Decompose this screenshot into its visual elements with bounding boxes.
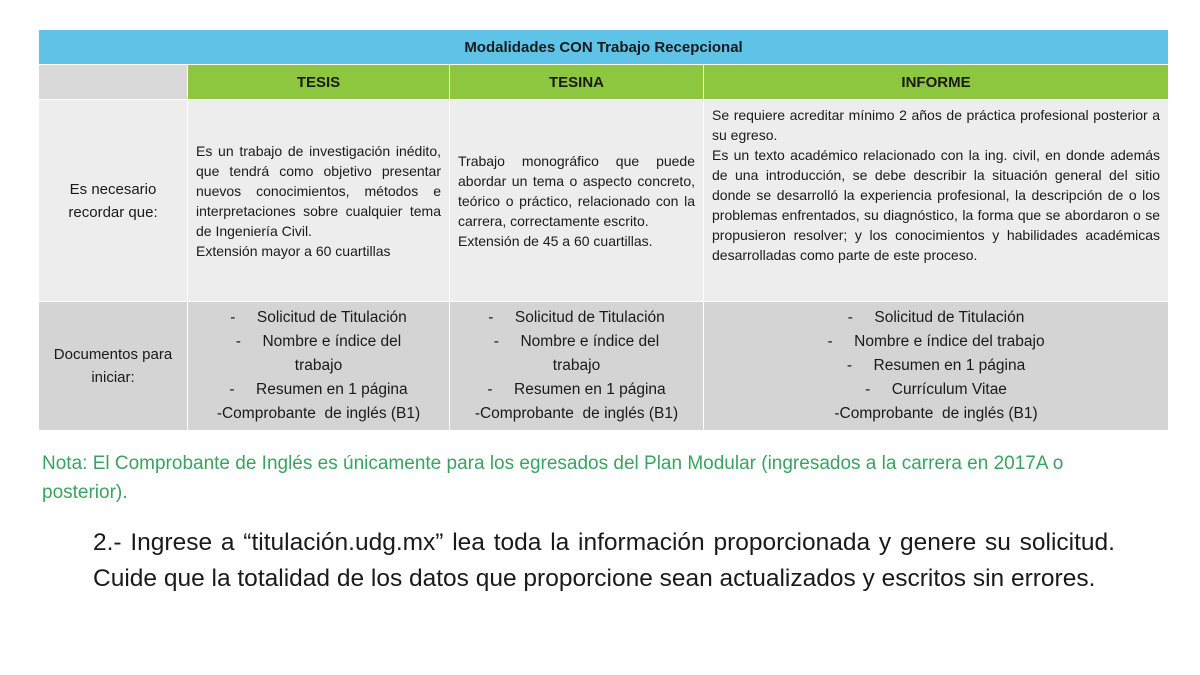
list-item: - Nombre e índice del xyxy=(493,333,660,350)
informe-description-text: Es un texto académico relacionado con la ing. civil, en donde además de una introducción, se debe describir la situación general del sitio donde se desarrolló la experiencia profesional, la descripción de o los problemas enfrentados, su diagnóstico, la forma que se abordaron o se propusieron resolver; y los conocimientos y habilidades académicas desarrolladas como parte de este proceso. xyxy=(712,147,1161,263)
header-tesina: TESINA xyxy=(450,65,704,100)
tesina-description-text: Trabajo monográfico que puede abordar un tema o aspecto concreto, teórico o práctico, relacionado con la carrera, correctamente escrito. xyxy=(458,152,695,229)
cell-tesina-description xyxy=(450,100,704,302)
informe-requirement-text: Se requiere acreditar mínimo 2 años de práctica profesional posterior a su egreso. xyxy=(712,107,1161,143)
list-item: - Solicitud de Titulación xyxy=(488,309,665,326)
header-informe: INFORME xyxy=(704,65,1169,100)
step-2-instruction: 2.- Ingrese a “titulación.udg.mx” lea toda la información proporcionada y genere su solicitud. Cuide que la totalidad de los datos que proporcione sean actualizados y escritos sin errores. xyxy=(93,529,1115,592)
row-label-recordar xyxy=(39,100,188,302)
tesis-extension-text: Extensión mayor a 60 cuartillas xyxy=(196,242,391,259)
cell-tesis-description xyxy=(188,100,450,302)
list-item: - Resumen en 1 página xyxy=(846,357,1026,374)
list-item: - Currículum Vitae xyxy=(865,381,1007,398)
table-row xyxy=(39,302,1169,431)
list-item: trabajo xyxy=(294,357,343,374)
list-item: - Resumen en 1 página xyxy=(487,381,666,398)
list-item: - Nombre e índice del xyxy=(235,333,402,350)
list-item: - Resumen en 1 página xyxy=(229,381,408,398)
row-label-text: Es necesario recordar que: xyxy=(68,180,158,221)
cell-tesina-documents xyxy=(450,302,704,431)
cell-tesis-documents xyxy=(188,302,450,431)
tesina-extension-text: Extensión de 45 a 60 cuartillas. xyxy=(458,232,653,249)
header-tesis: TESIS xyxy=(188,65,450,100)
list-item: - Nombre e índice del trabajo xyxy=(827,333,1045,350)
list-item: -Comprobante de inglés (B1) xyxy=(474,405,679,422)
tesis-description-text: Es un trabajo de investigación inédito, que tendrá como objetivo presentar nuevos conocimientos, métodos e interpretaciones sobre cualquier tema de Ingeniería Civil. xyxy=(196,142,441,239)
modalidades-table xyxy=(38,29,1169,431)
list-item: - Solicitud de Titulación xyxy=(230,309,407,326)
row-label-text: Documentos para iniciar: xyxy=(53,346,173,386)
list-item: trabajo xyxy=(552,357,601,374)
list-item: -Comprobante de inglés (B1) xyxy=(834,405,1038,422)
header-blank-cell xyxy=(39,65,188,100)
english-note: Nota: El Comprobante de Inglés es únicamente para los egresados del Plan Modular (ingresados a la carrera en 2017A o posterior). xyxy=(42,453,1064,503)
list-item: - Solicitud de Titulación xyxy=(847,309,1025,326)
cell-informe-description xyxy=(704,100,1169,302)
table-row xyxy=(39,100,1169,302)
row-label-documentos xyxy=(39,302,188,431)
cell-informe-documents xyxy=(704,302,1169,431)
list-item: -Comprobante de inglés (B1) xyxy=(216,405,421,422)
table-title: Modalidades CON Trabajo Recepcional xyxy=(39,30,1169,65)
